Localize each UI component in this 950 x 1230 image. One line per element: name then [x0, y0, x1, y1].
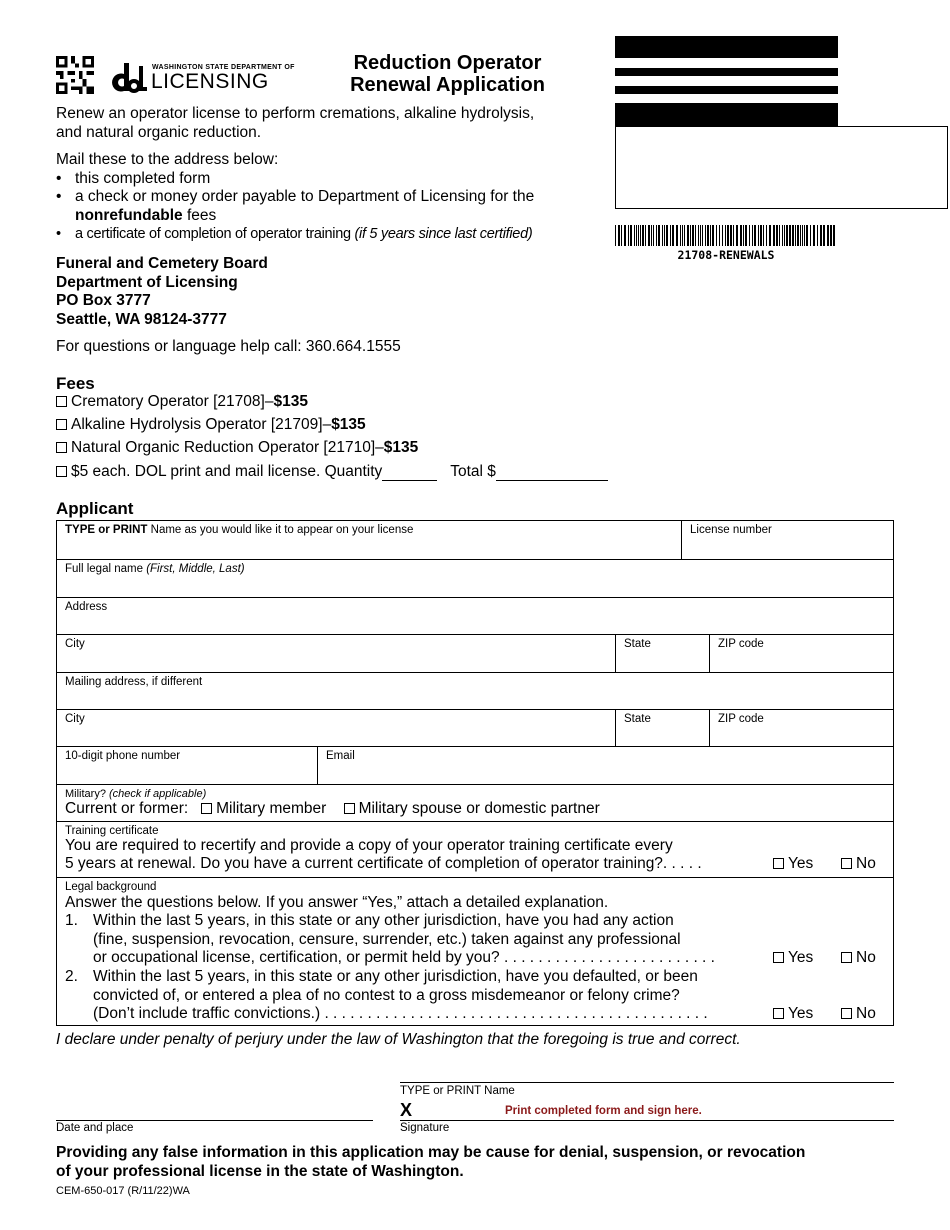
state-label: State [624, 713, 651, 725]
fee-label: Alkaline Hydrolysis Operator [21709]– [71, 416, 332, 433]
mail-intro: Mail these to the address below: [56, 151, 279, 168]
row-phone-email [57, 747, 893, 785]
barcode-text: 21708-RENEWALS [677, 248, 775, 262]
state-label: State [624, 638, 651, 650]
q1-no[interactable] [841, 949, 876, 967]
date-place-label: Date and place [56, 1122, 134, 1134]
military-member-checkbox[interactable] [201, 803, 212, 814]
legal-name-label: Full legal name [65, 563, 147, 575]
training-yes[interactable] [773, 855, 813, 873]
q2-line: (Don’t include traffic convictions.) . . . . . . . . . . . . . . . . . . . . . . . . . . . . . . . . . . . . . . . . . . . . . [93, 1005, 708, 1022]
help-line: For questions or language help call: 360.664.1555 [56, 338, 401, 355]
qr-code [56, 56, 94, 94]
q1-line: (fine, suspension, revocation, censure, surrender, etc.) taken against any professional [93, 931, 681, 948]
military-member-label: Military member [216, 800, 327, 817]
mail-item [56, 188, 606, 225]
dol-agency-big: LICENSING [151, 70, 269, 93]
city-label: City [65, 713, 85, 725]
military-options [65, 800, 600, 819]
dol-logo [110, 60, 295, 96]
row-training [57, 822, 893, 878]
type-print-name-label: TYPE or PRINT Name [400, 1085, 515, 1097]
checkbox[interactable] [841, 1008, 852, 1019]
q2-line: convicted of, or entered a plea of no contest to a gross misdemeanor or felony crime? [93, 987, 680, 1004]
address-field[interactable] [57, 598, 893, 635]
military-spouse-checkbox[interactable] [344, 803, 355, 814]
office-use-box [615, 126, 948, 209]
fee-option-crematory[interactable] [56, 393, 308, 411]
training-label: Training certificate [65, 825, 159, 837]
q1-yes[interactable] [773, 949, 813, 967]
mailing-address-label: Mailing address, if different [65, 676, 203, 688]
license-name-label: Name as you would like it to appear on your license [147, 524, 414, 536]
mailing-state-field[interactable] [616, 710, 710, 746]
checkbox[interactable] [773, 1008, 784, 1019]
mailing-address [56, 255, 268, 329]
q2-yes[interactable] [773, 1005, 813, 1023]
q2-no[interactable] [841, 1005, 876, 1023]
barcode [615, 225, 837, 246]
phone-label: 10-digit phone number [65, 750, 181, 762]
yes-label: Yes [788, 855, 814, 872]
training-no[interactable] [841, 855, 876, 873]
checkbox[interactable] [773, 952, 784, 963]
mailing-city-field[interactable] [57, 710, 616, 746]
checkbox[interactable] [841, 952, 852, 963]
row-city-state-zip [57, 635, 893, 673]
row-license-name [57, 521, 893, 560]
q2-line: Within the last 5 years, in this state or any other jurisdiction, have you defaulted, or been [93, 968, 698, 985]
print-mail-label: $5 each. DOL print and mail license. Quantity [71, 463, 383, 480]
name-line[interactable] [400, 1082, 894, 1083]
state-field[interactable] [616, 635, 710, 672]
title-line-2: Renewal Application [350, 74, 545, 96]
office-bar-2 [615, 68, 838, 76]
fee-label: Crematory Operator [21708]– [71, 393, 274, 410]
row-legal-background [57, 878, 893, 1025]
legal-intro: Answer the questions below. If you answer “Yes,” attach a detailed explanation. [65, 894, 609, 911]
zip-field[interactable] [710, 635, 893, 672]
office-bar-4 [615, 103, 838, 126]
signature-line[interactable] [400, 1120, 894, 1121]
office-bar-3 [615, 86, 838, 94]
license-name-field[interactable] [57, 521, 682, 559]
q1-line: or occupational license, certification, or permit held by you? . . . . . . . . . . . . . . . . . . . . . . . . . [93, 949, 715, 966]
fee-price: $135 [383, 439, 419, 456]
city-field[interactable] [57, 635, 616, 672]
total-label: Total $ [450, 463, 496, 480]
mail-item-text: a certificate of completion of operator training [75, 226, 355, 242]
military-label: Military? [65, 788, 110, 800]
total-field[interactable] [496, 466, 608, 481]
checkbox[interactable] [56, 419, 67, 430]
false-info-warning [56, 1143, 805, 1181]
declaration: I declare under penalty of perjury under the law of Washington that the foregoing is true and correct. [56, 1031, 741, 1048]
q1-line: Within the last 5 years, in this state or any other jurisdiction, have you had any action [93, 912, 674, 929]
mailing-zip-field[interactable] [710, 710, 893, 746]
checkbox[interactable] [773, 858, 784, 869]
training-question: 5 years at renewal. Do you have a current certificate of completion of operator training?. . . . . [65, 855, 702, 872]
mail-list [56, 170, 606, 244]
mail-item [56, 170, 606, 189]
q1-number: 1. [65, 912, 78, 929]
signature-x-mark: X [400, 1100, 413, 1120]
military-hint: (check if applicable) [109, 788, 207, 800]
mail-item-text: fees [182, 206, 217, 224]
quantity-field[interactable] [382, 466, 437, 481]
zip-label: ZIP code [718, 638, 764, 650]
sign-here-note: Print completed form and sign here. [505, 1105, 702, 1117]
intro-line-1: Renew an operator license to perform cremations, alkaline hydrolysis, [56, 105, 535, 122]
address-line: Seattle, WA 98124-3777 [56, 310, 227, 328]
address-line: PO Box 3777 [56, 292, 151, 309]
row-military [57, 785, 893, 822]
mail-instructions [56, 151, 606, 244]
intro-text [56, 105, 596, 142]
yes-label: Yes [788, 949, 814, 966]
mail-item-text: a check or money order payable to Department of Licensing for the [75, 188, 535, 205]
fee-price: $135 [331, 416, 366, 433]
address-line: Funeral and Cemetery Board [56, 255, 268, 272]
applicant-form [56, 520, 894, 1026]
checkbox[interactable] [841, 858, 852, 869]
email-label: Email [326, 750, 355, 762]
phone-field[interactable] [57, 747, 318, 784]
checkbox[interactable] [56, 396, 67, 407]
date-place-line[interactable] [56, 1120, 373, 1121]
applicant-heading: Applicant [56, 499, 134, 518]
mailing-address-field[interactable] [57, 673, 893, 710]
warning-line: Providing any false information in this application may be cause for denial, suspension, or revocation [56, 1144, 806, 1161]
mail-item [56, 225, 606, 244]
warning-line: of your professional license in the state of Washington. [56, 1163, 464, 1180]
fee-option-print-mail[interactable] [56, 463, 608, 481]
title-line-1: Reduction Operator [353, 52, 542, 74]
fee-option-nor[interactable] [56, 439, 418, 457]
mail-item-text: this completed form [75, 169, 211, 187]
dol-agency-small: WASHINGTON STATE DEPARTMENT OF [152, 64, 295, 71]
license-number-field[interactable] [682, 521, 893, 559]
row-mailing-city-state-zip [57, 710, 893, 747]
license-number-label: License number [690, 524, 772, 536]
page-title [320, 52, 575, 96]
signature-label: Signature [400, 1122, 450, 1134]
q2-number: 2. [65, 968, 78, 985]
fee-label: Natural Organic Reduction Operator [21710]– [71, 439, 384, 456]
intro-line-2: and natural organic reduction. [56, 123, 262, 141]
dol-logo-mark-icon [110, 60, 148, 96]
no-label: No [856, 1005, 876, 1022]
city-label: City [65, 638, 85, 650]
fee-price: $135 [273, 393, 308, 410]
no-label: No [856, 949, 876, 966]
nonrefundable-text: nonrefundable [75, 206, 183, 224]
legal-name-hint: (First, Middle, Last) [146, 563, 245, 575]
no-label: No [856, 855, 876, 872]
address-label: Address [65, 601, 108, 613]
current-former-label: Current or former: [65, 800, 189, 817]
fee-option-alkaline[interactable] [56, 416, 366, 434]
yes-label: Yes [788, 1005, 814, 1022]
checkbox[interactable] [56, 442, 67, 453]
legal-background-label: Legal background [65, 881, 157, 893]
email-field[interactable] [318, 747, 893, 784]
zip-label: ZIP code [718, 713, 764, 725]
legal-name-field[interactable] [57, 560, 893, 598]
fees-heading: Fees [56, 374, 95, 393]
type-print-label: TYPE or PRINT [65, 524, 148, 536]
form-number: CEM-650-017 (R/11/22)WA [56, 1185, 190, 1197]
checkbox[interactable] [56, 466, 67, 477]
military-spouse-label: Military spouse or domestic partner [358, 800, 600, 817]
address-line: Department of Licensing [56, 273, 238, 291]
office-bar-1 [615, 36, 838, 58]
mail-item-note: (if 5 years since last certified) [354, 226, 533, 242]
training-text: You are required to recertify and provide a copy of your operator training certificate every [65, 837, 673, 854]
